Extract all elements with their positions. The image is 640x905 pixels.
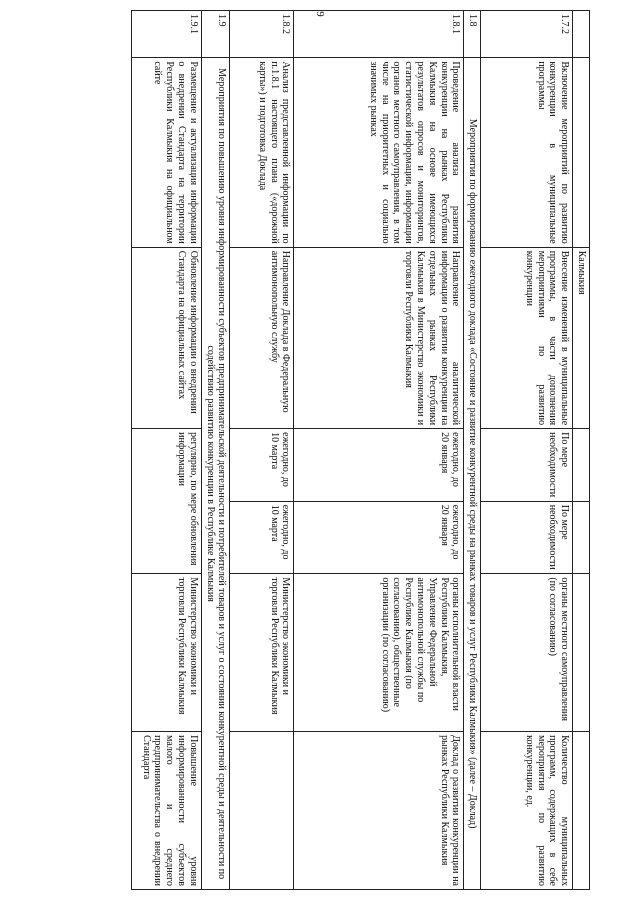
row-responsible: Министерство экономики и торговли Республики Калмыкия xyxy=(230,574,294,732)
table-row xyxy=(294,11,464,890)
row-name: Анализ представленной информации по п.1.8.1 настоящего плана («дорожной карты») и подготовка Доклада xyxy=(230,58,294,247)
row-number: 1.8.1 xyxy=(294,11,464,58)
table-row xyxy=(573,11,590,890)
row-deadline-2: По мере необходимости xyxy=(481,501,573,574)
row-name: Включение мероприятий по развитию конкуренции в муниципальные программы xyxy=(481,58,573,247)
row-indicator: Количество муниципальных программ, содержащих в себе мероприятия по развитию конкуренции, ед. xyxy=(481,732,573,890)
row-responsible: органы местного самоуправления (по согласованию) xyxy=(481,574,573,732)
row-number: 1.7.2 xyxy=(481,11,573,58)
table-row xyxy=(131,11,201,890)
row-deadline-2: ежегодно, до 20 января xyxy=(294,501,464,574)
roadmap-table xyxy=(131,10,590,890)
row-responsible: Министерство экономики и торговли Республики Калмыкия xyxy=(131,574,201,732)
row-deadline: ежегодно, до 10 марта xyxy=(230,429,294,502)
row-deadline-2: ежегодно, до 10 марта xyxy=(230,501,294,574)
row-name: Проведение анализа развития конкуренции на рынках Республики Калмыкия на основе имеющихся результатов опросов и мониторингов, статистической информации, информации органов местного самоуправления, в том числе на приоритетных и социально значимых рынках xyxy=(294,58,464,247)
table-row xyxy=(481,11,573,890)
section-number: 1.8 xyxy=(464,11,481,58)
section-row xyxy=(464,11,481,890)
row-deadline: По мере необходимости xyxy=(481,429,573,502)
page-number: 9 xyxy=(314,11,326,17)
row-number: 1.8.2 xyxy=(230,11,294,58)
row-responsible: органы исполнительной власти Республики Калмыкия, Управление Федеральной антимонопольной службы по Республике Калмыкия (по согласованию), общественные организации (по согласованию) xyxy=(294,574,464,732)
row-indicator: Доклад о развитии конкуренции на рынках Республики Калмыкия xyxy=(294,732,464,890)
section-number: 1.9 xyxy=(201,11,230,58)
continued-cell: Калмыкия xyxy=(573,247,590,428)
section-title: Мероприятия по формированию ежегодного доклада «Состояние и развитие конкурентной среды на рынках товаров и услуг Республики Калмыкия» (далее – Доклад) xyxy=(464,58,481,890)
row-action: Направление аналитической информации о развитии конкуренции на отдельных рынках Республики Калмыкия в Министерство экономики и торговли Республики Калмыкия xyxy=(294,247,464,428)
row-deadline: ежегодно, до 20 января xyxy=(294,429,464,502)
row-number: 1.9.1 xyxy=(131,11,201,58)
row-indicator: Повышение уровня информированности субъектов малого и среднего предпринимательства о внедрении Стандарта xyxy=(131,732,201,890)
row-name: Размещение и актуализация информации о внедрении Стандарта на территории Республики Калмыкия на официальном сайте xyxy=(131,58,201,247)
section-row xyxy=(201,11,230,890)
row-action: Обновление информации о внедрении Стандарта на официальных сайтах xyxy=(131,247,201,428)
row-indicator xyxy=(230,732,294,890)
row-action: Направление Доклада в Федеральную антимонопольную службу xyxy=(230,247,294,428)
section-title: Мероприятия по повышению уровня информированности субъектов предпринимательской деятельности и потребителей товаров и услуг о состоянии конкурентной среды и деятельности по содействию развитию конкуренции в Республике Калмыкия xyxy=(201,58,230,890)
row-deadline: регулярно, по мере обновления информации xyxy=(131,429,201,574)
row-action: Внесение изменений в муниципальные программы, в части дополнения мероприятиями по развитию конкуренции xyxy=(481,247,573,428)
rotated-page xyxy=(70,10,590,890)
table-row xyxy=(230,11,294,890)
